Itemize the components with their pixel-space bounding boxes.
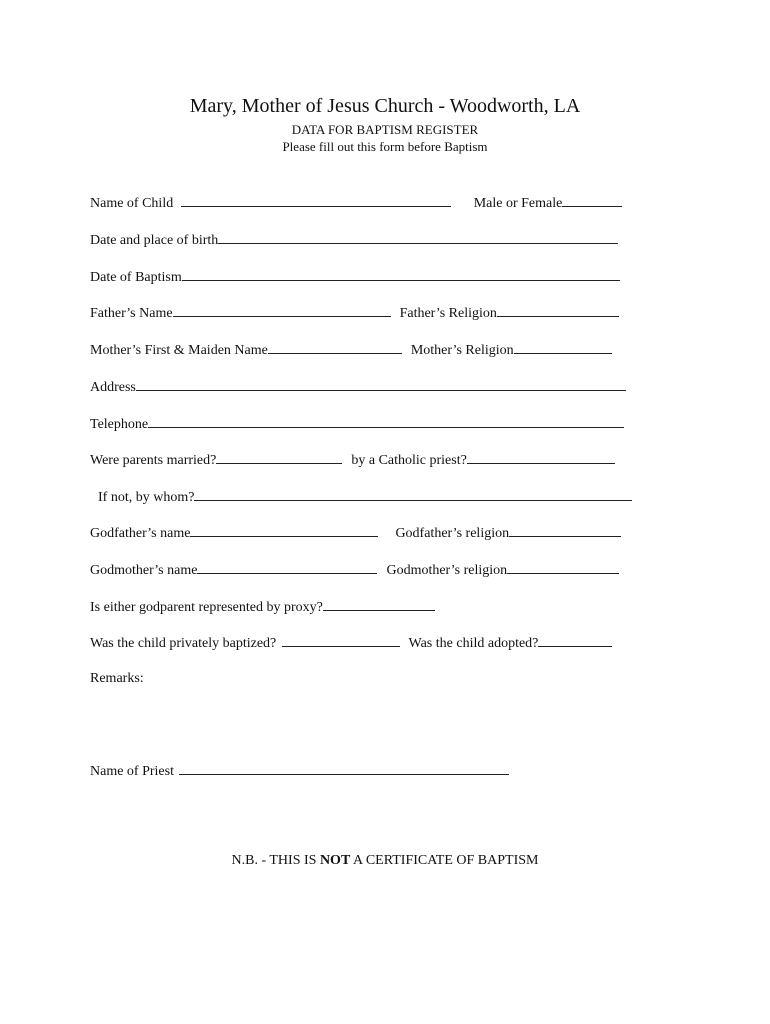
godfather-religion-label: Godfather’s religion bbox=[395, 526, 510, 541]
proxy-field[interactable] bbox=[323, 597, 435, 611]
row-proxy bbox=[90, 597, 435, 617]
adopted-field[interactable] bbox=[538, 633, 612, 647]
form-instruction: Please fill out this form before Baptism bbox=[282, 139, 488, 154]
notice-prefix: N.B. - THIS IS bbox=[231, 853, 320, 868]
telephone-label: Telephone bbox=[90, 417, 149, 432]
birth-label: Date and place of birth bbox=[90, 233, 219, 248]
father-religion-label: Father’s Religion bbox=[399, 306, 497, 321]
godfather-name-label: Godfather’s name bbox=[90, 526, 191, 541]
row-father bbox=[90, 303, 619, 323]
row-godmother bbox=[90, 560, 619, 580]
remarks-label: Remarks: bbox=[90, 671, 144, 686]
father-name-field[interactable] bbox=[173, 303, 391, 317]
parents-married-field[interactable] bbox=[216, 450, 342, 464]
address-label: Address bbox=[90, 380, 136, 395]
godmother-name-field[interactable] bbox=[197, 560, 377, 574]
sex-field[interactable] bbox=[562, 193, 622, 207]
sex-label: Male or Female bbox=[473, 196, 563, 211]
row-baptism-date bbox=[90, 267, 620, 287]
if-not-label: If not, by whom? bbox=[98, 490, 195, 505]
row-priest bbox=[90, 761, 509, 781]
row-birth bbox=[90, 230, 618, 250]
row-if-not bbox=[98, 487, 632, 507]
if-not-field[interactable] bbox=[194, 487, 632, 501]
godfather-religion-field[interactable] bbox=[509, 523, 621, 537]
mother-name-label: Mother’s First & Maiden Name bbox=[90, 343, 268, 358]
birth-field[interactable] bbox=[218, 230, 618, 244]
privately-baptized-label: Was the child privately baptized? bbox=[90, 636, 277, 651]
catholic-priest-field[interactable] bbox=[467, 450, 615, 464]
father-name-label: Father’s Name bbox=[90, 306, 173, 321]
mother-religion-label: Mother’s Religion bbox=[410, 343, 514, 358]
child-name-field[interactable] bbox=[181, 193, 451, 207]
godfather-name-field[interactable] bbox=[190, 523, 378, 537]
form-subtitle: DATA FOR BAPTISM REGISTER bbox=[291, 122, 479, 137]
baptism-date-label: Date of Baptism bbox=[90, 270, 182, 285]
godmother-name-label: Godmother’s name bbox=[90, 563, 198, 578]
proxy-label: Is either godparent represented by proxy? bbox=[90, 600, 323, 615]
row-private-adopted bbox=[90, 633, 612, 653]
priest-name-label: Name of Priest bbox=[90, 764, 174, 779]
parents-married-label: Were parents married? bbox=[90, 453, 217, 468]
row-remarks bbox=[90, 670, 144, 688]
godmother-religion-label: Godmother’s religion bbox=[386, 563, 508, 578]
church-title: Mary, Mother of Jesus Church - Woodworth, LA bbox=[189, 95, 581, 117]
row-child bbox=[90, 193, 622, 213]
godmother-religion-field[interactable] bbox=[507, 560, 619, 574]
row-godfather bbox=[90, 523, 621, 543]
notice-emphasis: NOT bbox=[319, 853, 351, 868]
row-telephone bbox=[90, 414, 624, 434]
address-field[interactable] bbox=[136, 377, 626, 391]
mother-religion-field[interactable] bbox=[514, 340, 612, 354]
adopted-label: Was the child adopted? bbox=[408, 636, 539, 651]
row-mother bbox=[90, 340, 612, 360]
row-address bbox=[90, 377, 626, 397]
baptism-date-field[interactable] bbox=[182, 267, 620, 281]
notice-suffix: A CERTIFICATE OF BAPTISM bbox=[350, 853, 539, 868]
child-name-label: Name of Child bbox=[90, 196, 174, 211]
telephone-field[interactable] bbox=[148, 414, 624, 428]
not-a-certificate-notice bbox=[0, 852, 770, 870]
row-married bbox=[90, 450, 615, 470]
catholic-priest-label: by a Catholic priest? bbox=[351, 453, 467, 468]
priest-name-field[interactable] bbox=[179, 761, 509, 775]
father-religion-field[interactable] bbox=[497, 303, 619, 317]
mother-name-field[interactable] bbox=[268, 340, 402, 354]
privately-baptized-field[interactable] bbox=[282, 633, 400, 647]
